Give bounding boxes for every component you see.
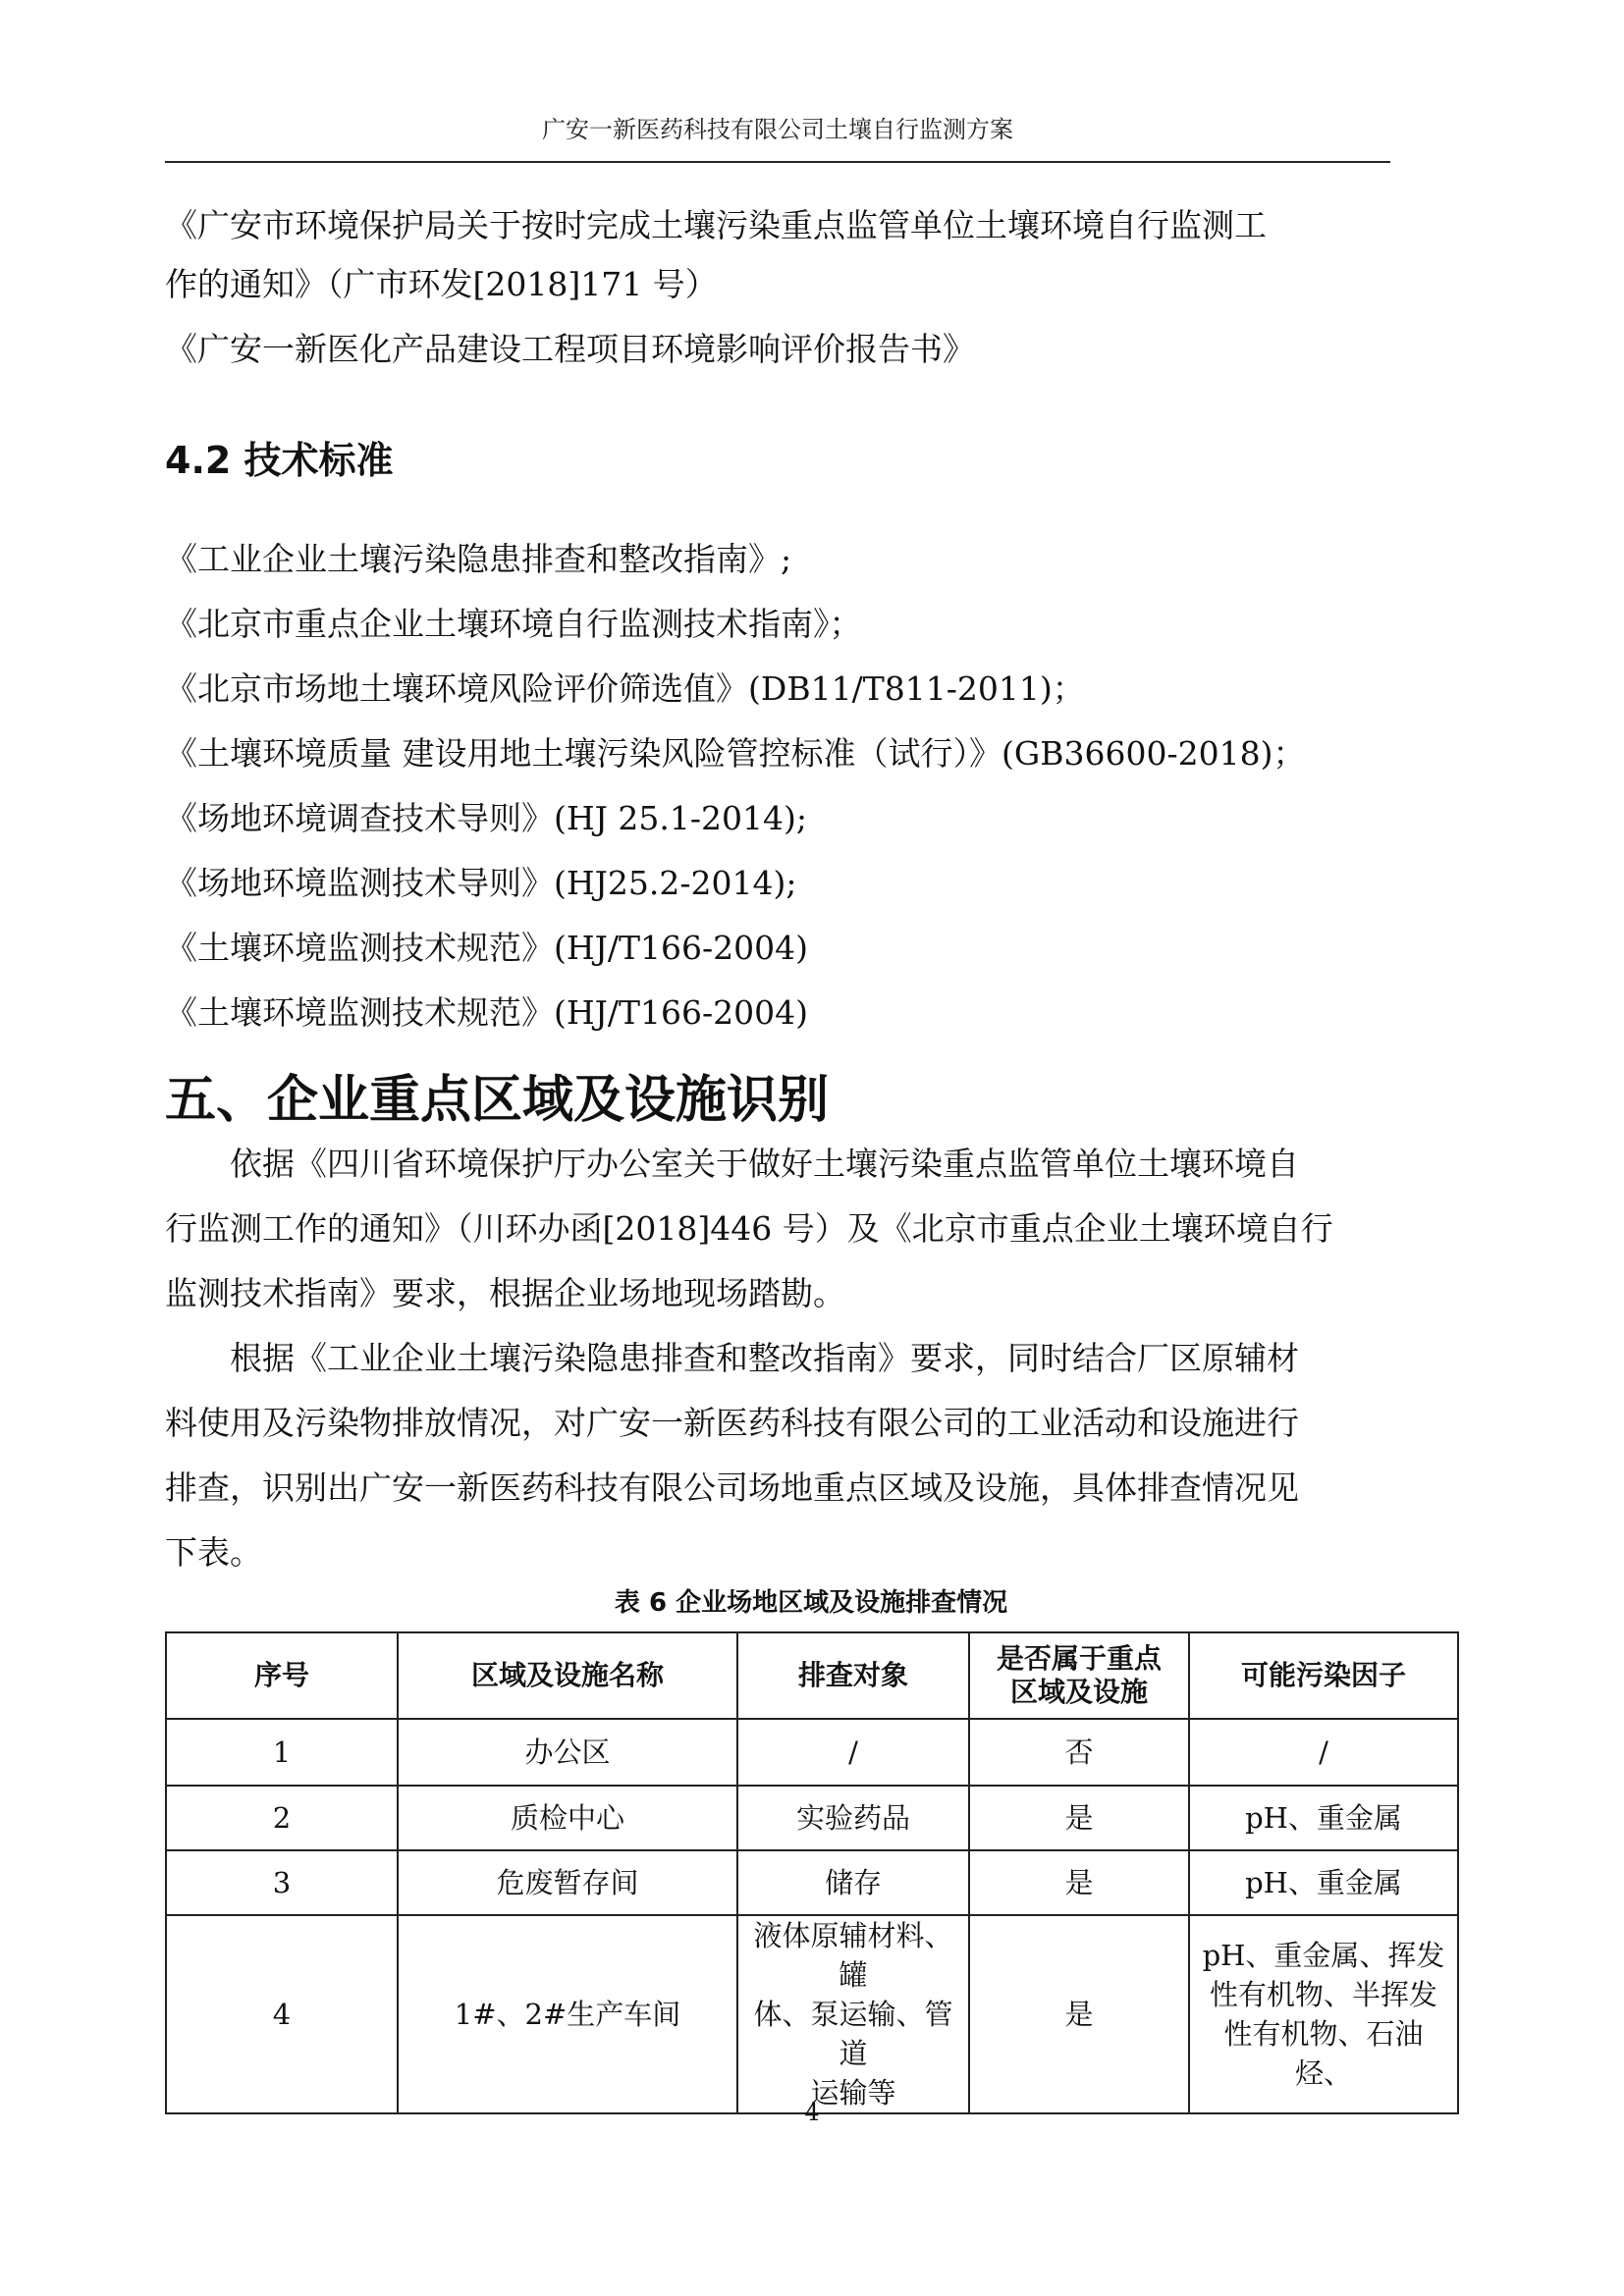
cell-factor: pH、重金属 — [1189, 1850, 1458, 1915]
standard-item-3: 《北京市场地土壤环境风险评价筛选值》(DB11/T811-2011)； — [165, 669, 1085, 708]
section-5-title: 五、企业重点区域及设施识别 — [165, 1071, 830, 1130]
header-key-area — [969, 1632, 1189, 1719]
cell-name: 办公区 — [398, 1719, 737, 1786]
cell-target — [737, 1915, 969, 2113]
table-row — [166, 1786, 1458, 1850]
section-5-para-2-line-1: 根据《工业企业土壤污染隐患排查和整改指南》要求，同时结合厂区原辅材 — [230, 1339, 1299, 1377]
intro-ref-line-1: 《广安市环境保护局关于按时完成土壤污染重点监管单位土壤环境自行监测工 — [165, 206, 1267, 244]
cell-factor — [1189, 1915, 1458, 2113]
cell-name: 危废暂存间 — [398, 1850, 737, 1915]
cell-name: 质检中心 — [398, 1786, 737, 1850]
table-row — [166, 1915, 1458, 2113]
cell-name: 1#、2#生产车间 — [398, 1915, 737, 2113]
header-factor: 可能污染因子 — [1189, 1632, 1458, 1719]
cell-target-line-2: 体、泵运输、管道 — [753, 1998, 953, 2070]
cell-no: 1 — [166, 1719, 398, 1786]
cell-no: 4 — [166, 1915, 398, 2113]
cell-target: / — [737, 1719, 969, 1786]
cell-factor-line-2: 性有机物、半挥发 — [1209, 1978, 1437, 2011]
standard-item-6: 《场地环境监测技术导则》(HJ25.2-2014); — [165, 864, 797, 902]
section-5-para-2-line-2: 料使用及污染物排放情况，对广安一新医药科技有限公司的工业活动和设施进行 — [165, 1404, 1299, 1442]
standard-item-4: 《土壤环境质量 建设用地土壤污染风险管控标准（试行）》(GB36600-2018)； — [165, 734, 1306, 773]
cell-factor: / — [1189, 1719, 1458, 1786]
header-name: 区域及设施名称 — [398, 1632, 737, 1719]
section-5-para-2-line-3: 排查，识别出广安一新医药科技有限公司场地重点区域及设施，具体排查情况见 — [165, 1468, 1299, 1507]
table-row — [166, 1719, 1458, 1786]
table-header-row — [166, 1632, 1458, 1719]
header-no: 序号 — [166, 1632, 398, 1719]
cell-factor-line-3: 性有机物、石油烃、 — [1223, 2017, 1424, 2090]
cell-target: 实验药品 — [737, 1786, 969, 1850]
standard-item-5: 《场地环境调查技术导则》(HJ 25.1-2014); — [165, 799, 807, 837]
intro-ref-line-3: 《广安一新医化产品建设工程项目环境影响评价报告书》 — [165, 330, 975, 368]
standard-item-1: 《工业企业土壤污染隐患排查和整改指南》; — [165, 540, 792, 578]
cell-no: 2 — [166, 1786, 398, 1850]
intro-ref-line-2: 作的通知》（广市环发[2018]171 号） — [165, 265, 718, 303]
page-header: 广安一新医药科技有限公司土壤自行监测方案 — [165, 110, 1390, 163]
standard-item-7: 《土壤环境监测技术规范》(HJ/T166-2004) — [165, 929, 809, 967]
section-5-para-2-line-4: 下表。 — [165, 1533, 262, 1572]
cell-no: 3 — [166, 1850, 398, 1915]
section-5-para-1-line-2: 行监测工作的通知》（川环办函[2018]446 号）及《北京市重点企业土壤环境自行 — [165, 1209, 1333, 1248]
cell-target-line-1: 液体原辅材料、罐 — [753, 1919, 953, 1992]
cell-target-line-3: 运输等 — [810, 2076, 896, 2109]
cell-key: 是 — [969, 1850, 1189, 1915]
header-key-area-line-2: 区域及设施 — [1009, 1676, 1148, 1708]
table-caption: 表 6 企业场地区域及设施排查情况 — [614, 1588, 1008, 1618]
cell-key: 否 — [969, 1719, 1189, 1786]
cell-key: 是 — [969, 1786, 1189, 1850]
facility-screening-table — [165, 1631, 1459, 2114]
standard-item-2: 《北京市重点企业土壤环境自行监测技术指南》； — [165, 605, 862, 643]
section-4-2-title: 4.2 技术标准 — [165, 439, 394, 482]
standard-item-8: 《土壤环境监测技术规范》(HJ/T166-2004) — [165, 993, 809, 1032]
page-number: 4 — [804, 2099, 820, 2126]
cell-factor: pH、重金属 — [1189, 1786, 1458, 1850]
section-5-para-1-line-3: 监测技术指南》要求，根据企业场地现场踏勘。 — [165, 1274, 845, 1312]
header-key-area-line-1: 是否属于重点 — [996, 1642, 1162, 1675]
section-5-para-1-line-1: 依据《四川省环境保护厅办公室关于做好土壤污染重点监管单位土壤环境自 — [230, 1145, 1299, 1183]
cell-factor-line-1: pH、重金属、挥发 — [1202, 1939, 1445, 1972]
cell-target: 储存 — [737, 1850, 969, 1915]
table-row — [166, 1850, 1458, 1915]
header-target: 排查对象 — [737, 1632, 969, 1719]
cell-key: 是 — [969, 1915, 1189, 2113]
